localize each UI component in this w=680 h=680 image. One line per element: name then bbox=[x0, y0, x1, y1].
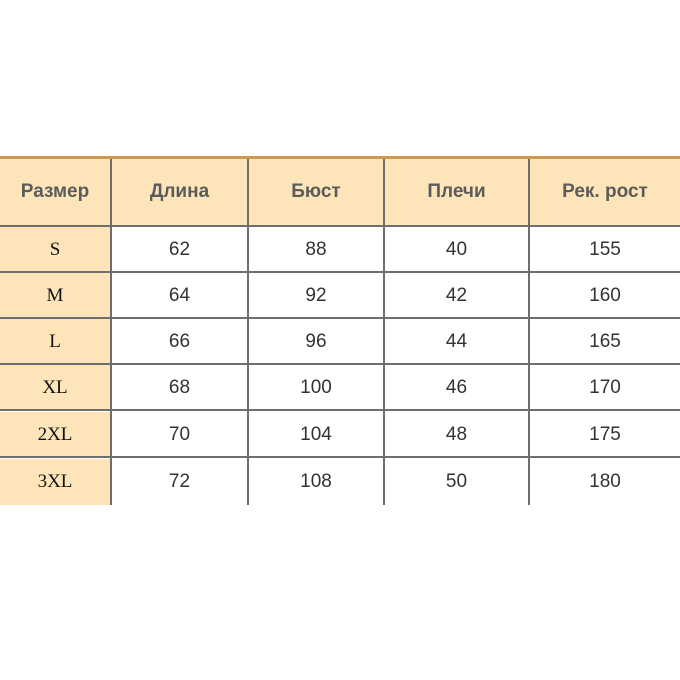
bust-cell: 96 bbox=[305, 331, 327, 352]
table-row bbox=[0, 319, 680, 365]
shoulders-cell: 46 bbox=[445, 377, 468, 398]
header-size: Размер bbox=[0, 159, 110, 227]
header-bust: Бюст bbox=[249, 159, 383, 227]
length-cell: 68 bbox=[168, 377, 191, 398]
bust-cell: 108 bbox=[300, 471, 332, 492]
length-cell: 70 bbox=[168, 424, 191, 445]
table-row bbox=[0, 459, 680, 505]
bust-cell: 100 bbox=[300, 377, 332, 398]
shoulders-cell: 42 bbox=[445, 285, 468, 306]
shoulders-cell: 50 bbox=[445, 471, 468, 492]
column-divider bbox=[383, 159, 385, 505]
length-cell: 66 bbox=[168, 331, 191, 352]
size-cell: S bbox=[0, 227, 110, 273]
height-cell: 160 bbox=[589, 285, 621, 306]
table-row bbox=[0, 273, 680, 319]
bust-cell: 88 bbox=[305, 239, 327, 260]
column-divider bbox=[110, 159, 112, 505]
table-row bbox=[0, 365, 680, 411]
height-cell: 170 bbox=[589, 377, 621, 398]
column-divider bbox=[528, 159, 530, 505]
bust-cell: 92 bbox=[305, 285, 327, 306]
height-cell: 180 bbox=[589, 471, 621, 492]
length-cell: 72 bbox=[168, 471, 191, 492]
header-recommended-height: Рек. рост bbox=[530, 159, 680, 227]
size-cell: L bbox=[0, 319, 110, 365]
row-divider bbox=[0, 456, 680, 458]
table-header-row bbox=[0, 159, 680, 227]
column-divider bbox=[247, 159, 249, 505]
size-cell: 3XL bbox=[0, 459, 110, 505]
shoulders-cell: 44 bbox=[445, 331, 468, 352]
shoulders-cell: 48 bbox=[445, 424, 468, 445]
height-cell: 175 bbox=[589, 424, 621, 445]
size-cell: 2XL bbox=[0, 412, 110, 458]
height-cell: 165 bbox=[589, 331, 621, 352]
size-chart-table bbox=[0, 156, 680, 506]
length-cell: 62 bbox=[168, 239, 191, 260]
length-cell: 64 bbox=[168, 285, 191, 306]
height-cell: 155 bbox=[589, 239, 621, 260]
header-shoulders: Плечи bbox=[385, 159, 528, 227]
size-cell: XL bbox=[0, 365, 110, 411]
bust-cell: 104 bbox=[300, 424, 332, 445]
header-length: Длина bbox=[112, 159, 247, 227]
shoulders-cell: 40 bbox=[445, 239, 468, 260]
size-cell: M bbox=[0, 273, 110, 319]
table-row bbox=[0, 227, 680, 273]
row-divider bbox=[0, 409, 680, 411]
table-row bbox=[0, 412, 680, 458]
